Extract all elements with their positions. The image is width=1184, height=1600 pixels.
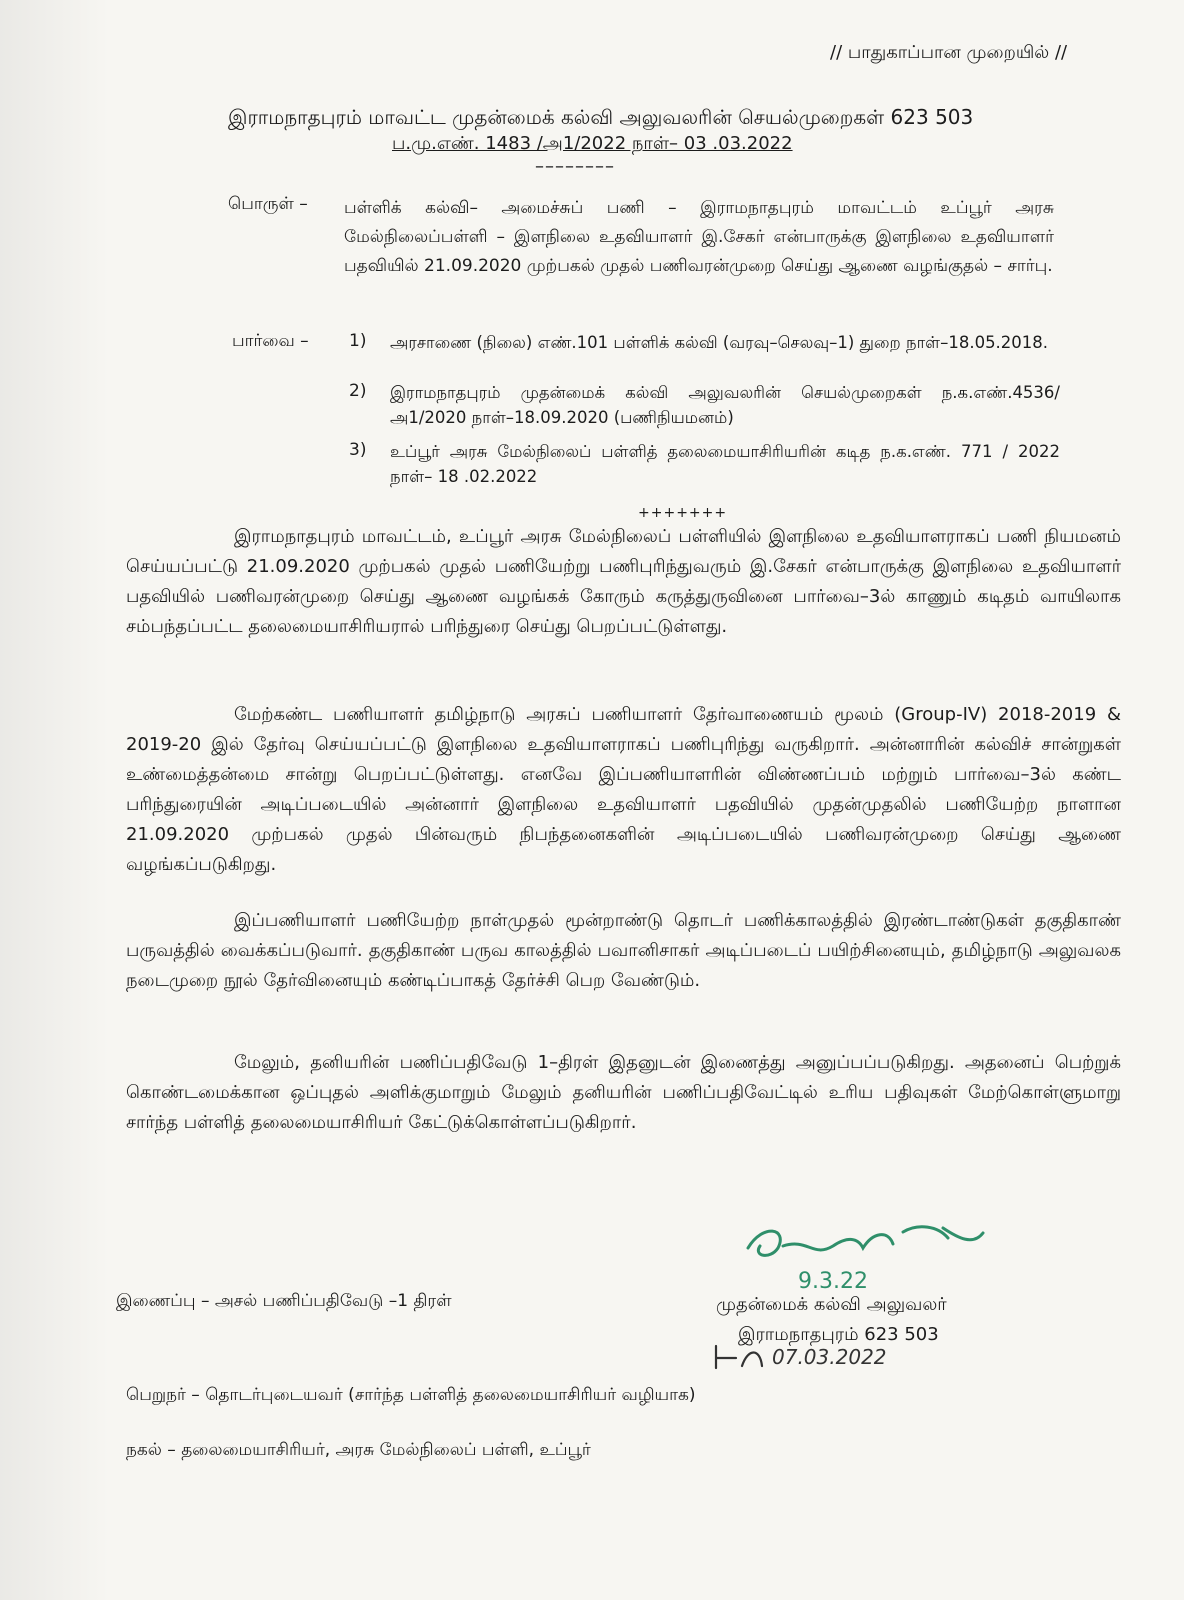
reference-number: 2) — [349, 381, 367, 401]
reference-text: உப்பூர் அரசு மேல்நிலைப் பள்ளித் தலைமையாசிரியரின் கடித ந.க.எண். 771 / 2022 நாள்– 18 .02.2022 — [390, 442, 1060, 486]
copy-to-line: நகல் – தலைமையாசிரியர், அரசு மேல்நிலைப் பள்ளி, உப்பூர் — [126, 1440, 591, 1460]
header-separator: –––––––– — [535, 156, 615, 177]
signature-date: 9.3.22 — [798, 1269, 868, 1294]
enclosure-line: இணைப்பு – அசல் பணிப்பதிவேடு –1 திரள் — [116, 1291, 452, 1311]
subject-label: பொருள் – — [228, 194, 308, 214]
body-paragraph-3: இப்பணியாளர் பணியேற்ற நாள்முதல் மூன்றாண்டு தொடர் பணிக்காலத்தில் இரண்டாண்டுகள் தகுதிகாண் பருவத்தில் வைக்கப்படுவார். தகுதிகாண் பருவ காலத்தில் பவானிசாகர் அடிப்படைப் பயிற்சினையும், தமிழ்நாடு அலுவலக நடைமுறை நூல் தேர்வினையும் கண்டிப்பாகத் தேர்ச்சி பெற வேண்டும். — [126, 910, 1121, 991]
signatory-place: இராமநாதபுரம் 623 503 — [738, 1324, 939, 1345]
recipient-line: பெறுநர் – தொடர்புடையவர் (சார்ந்த பள்ளித் தலைமையாசிரியர் வழியாக) — [126, 1385, 696, 1405]
dispatch-date: 07.03.2022 — [772, 1345, 887, 1369]
reference-number: 3) — [349, 440, 367, 460]
dispatch-scribble — [712, 1336, 972, 1376]
signatory-title: முதன்மைக் கல்வி அலுவலர் — [716, 1294, 947, 1315]
body-paragraph-1: இராமநாதபுரம் மாவட்டம், உப்பூர் அரசு மேல்நிலைப் பள்ளியில் இளநிலை உதவியாளராகப் பணி நியமனம் செய்யப்பட்டு 21.09.2020 முற்பகல் முதல் பணியேற்று பணிபுரிந்துவரும் இ.சேகர் என்பாருக்கு இளநிலை உதவியாளர் பதவியில் பணிவரன்முறை செய்து ஆணை வழங்கக் கோரும் கருத்துருவினை பார்வை–3ல் காணும் கடிதம் வாயிலாக சம்பந்தப்பட்ட தலைமையாசிரியரால் பரிந்துரை செய்து பெறப்பட்டுள்ளது. — [126, 526, 1121, 637]
subject-text: பள்ளிக் கல்வி– அமைச்சுப் பணி – இராமநாதபுரம் மாவட்டம் உப்பூர் அரசு மேல்நிலைப்பள்ளி – இளநிலை உதவியாளர் இ.சேகர் என்பாருக்கு இளநிலை உதவியாளர் பதவியில் 21.09.2020 முற்பகல் முதல் பணிவரன்முறை செய்து ஆணை வழங்குதல் – சார்பு. — [344, 198, 1054, 276]
reference-number: 1) — [349, 331, 367, 351]
reference-divider: +++++++ — [638, 505, 728, 521]
reference-text: அரசாணை (நிலை) எண்.101 பள்ளிக் கல்வி (வரவு–செலவு–1) துறை நாள்–18.05.2018. — [390, 333, 1049, 352]
body-paragraph-2: மேற்கண்ட பணியாளர் தமிழ்நாடு அரசுப் பணியாளர் தேர்வாணையம் மூலம் (Group-IV) 2018-2019 & 2019-20 இல் தேர்வு செய்யப்பட்டு இளநிலை உதவியாளராகப் பணிபுரிந்து வருகிறார். அன்னாரின் கல்விச் சான்றுகள் உண்மைத்தன்மை சான்று பெறப்பட்டுள்ளது. எனவே இப்பணியாளரின் விண்ணப்பம் மற்றும் பார்வை–3ல் கண்ட பரிந்துரையின் அடிப்படையில் அன்னார் இளநிலை உதவியாளர் பதவியில் முதன்முதலில் பணியேற்ற நாளான 21.09.2020 முற்பகல் முதல் பின்வரும் நிபந்தனைகளின் அடிப்படையில் பணிவரன்முறை செய்து ஆணை வழங்கப்படுகிறது. — [126, 704, 1121, 875]
references-label: பார்வை – — [232, 331, 309, 351]
reference-number-line: ப.மு.எண். 1483 /அ1/2022 நாள்– 03 .03.2022 — [392, 133, 793, 154]
scan-edge-shadow — [0, 0, 110, 1600]
signature-scribble — [738, 1218, 998, 1298]
reference-text: இராமநாதபுரம் முதன்மைக் கல்வி அலுவலரின் செயல்முறைகள் ந.க.எண்.4536/அ1/2020 நாள்–18.09.2020 (பணிநியமனம்) — [390, 383, 1060, 427]
body-paragraph-4: மேலும், தனியரின் பணிப்பதிவேடு 1–திரள் இதனுடன் இணைத்து அனுப்பப்படுகிறது. அதனைப் பெற்றுக் கொண்டமைக்கான ஒப்புதல் அளிக்குமாறும் மேலும் தனியரின் பணிப்பதிவேட்டில் உரிய பதிவுகள் மேற்கொள்ளுமாறு சார்ந்த பள்ளித் தலைமையாசிரியர் கேட்டுக்கொள்ளப்படுகிறார். — [126, 1052, 1121, 1133]
office-title: இராமநாதபுரம் மாவட்ட முதன்மைக் கல்வி அலுவலரின் செயல்முறைகள் 623 503 — [228, 105, 974, 129]
security-note: // பாதுகாப்பான முறையில் // — [830, 42, 1068, 63]
